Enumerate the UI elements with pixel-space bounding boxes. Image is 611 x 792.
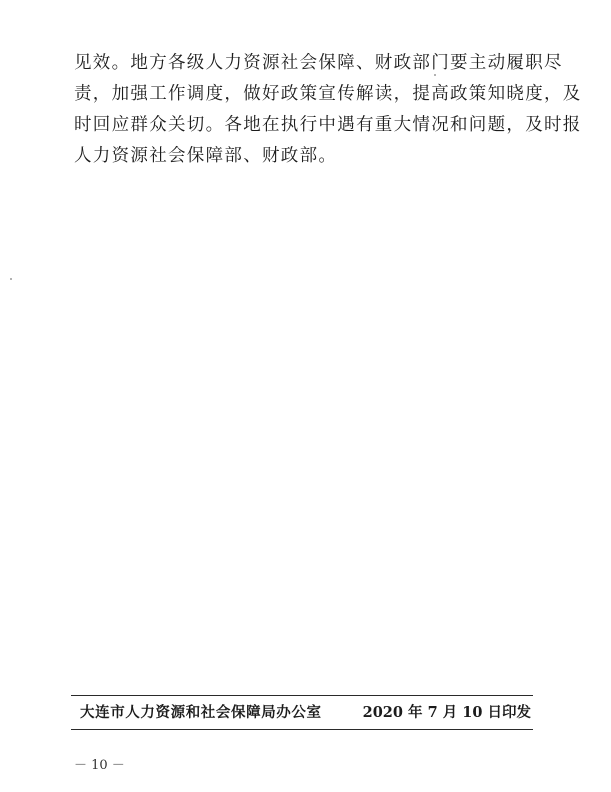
body-paragraph [74,48,582,172]
body-line-2: 责，加强工作调度，做好政策宣传解读，提高政策知晓度，及 [74,84,582,104]
scan-speck [434,74,436,76]
footer-top-rule [71,695,533,696]
body-line-3: 时回应群众关切。各地在执行中遇有重大情况和问题，及时报 [74,115,582,135]
footer-bottom-rule [71,729,533,730]
body-line-4: 人力资源社会保障部、财政部。 [74,146,338,166]
issuer-name: 大连市人力资源和社会保障局办公室 [80,704,322,721]
issue-date: 2020 年 7 月 10 日印发 [362,704,531,721]
body-line-1: 见效。地方各级人力资源社会保障、财政部门要主动履职尽 [74,53,563,73]
scan-speck [10,278,12,280]
page-number: － 10 － [74,758,125,773]
